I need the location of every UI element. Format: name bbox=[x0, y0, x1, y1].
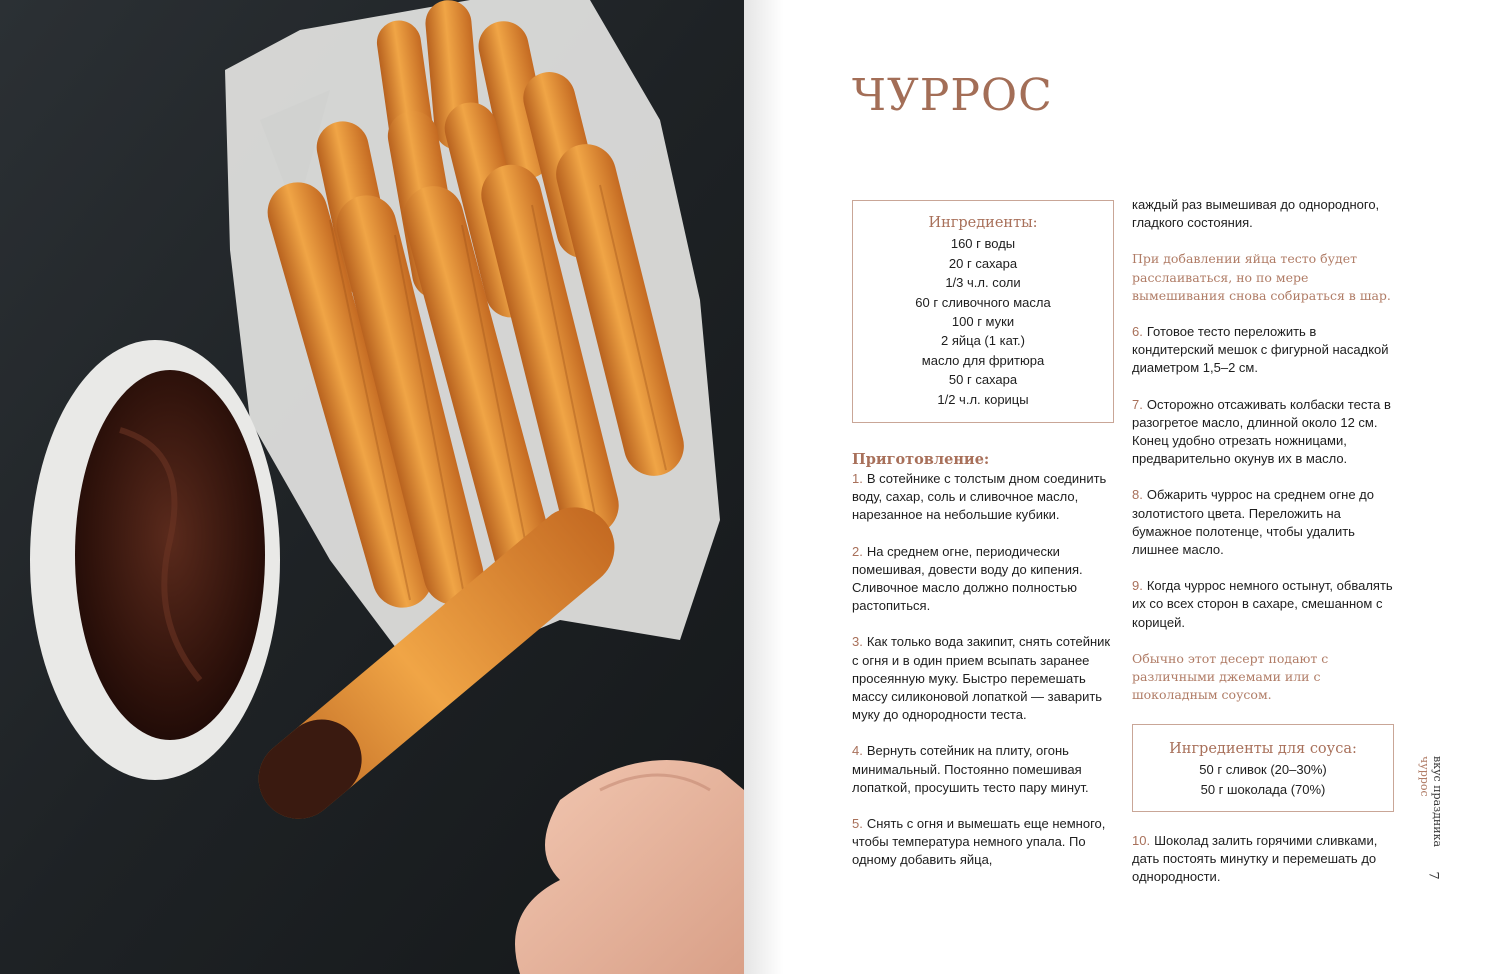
ingredient-item: 60 г сливочного масла bbox=[915, 294, 1051, 310]
step bbox=[1132, 323, 1400, 378]
preparation-title: Приготовление: bbox=[852, 451, 990, 468]
step-text: Вернуть сотейник на плиту, огонь минимальный. Постоянно помешивая лопаткой, просушить тесто пару минут. bbox=[852, 743, 1089, 795]
ingredient-item: 100 г муки bbox=[951, 314, 1015, 330]
step-number: 6. bbox=[1132, 324, 1143, 340]
sauce-ingredients-box bbox=[1132, 724, 1394, 812]
step-number: 3. bbox=[852, 634, 863, 650]
step bbox=[1132, 486, 1400, 559]
ingredient-item: 1/3 ч.л. соли bbox=[945, 275, 1021, 291]
step-text: На среднем огне, периодически помешивая, довести воду до кипения. Сливочное масло должно полностью растопиться. bbox=[852, 543, 1083, 614]
step bbox=[1132, 577, 1400, 632]
step bbox=[852, 543, 1120, 616]
step-number: 5. bbox=[852, 816, 863, 832]
step-number: 7. bbox=[1132, 396, 1143, 412]
step-text: Осторожно отсаживать колбаски теста в разогретое масло, длинной около 12 см. Конец удобно отрезать ножницами, предварительно окунув их в масло. bbox=[1132, 396, 1391, 467]
step-number: 9. bbox=[1132, 578, 1143, 594]
step bbox=[852, 742, 1120, 797]
ingredients-box bbox=[852, 200, 1114, 423]
preparation-final-step bbox=[1132, 832, 1400, 905]
sauce-title: Ингредиенты для соуса: bbox=[1169, 741, 1357, 757]
step bbox=[852, 633, 1120, 724]
ingredient-item: 2 яйца (1 кат.) bbox=[941, 333, 1025, 349]
recipe-title: ЧУРРОС bbox=[852, 70, 1053, 121]
page-gutter-shadow bbox=[744, 0, 784, 974]
sauce-item: 50 г шоколада (70%) bbox=[1200, 781, 1326, 797]
sauce-item: 50 г сливок (20–30%) bbox=[1199, 762, 1327, 778]
running-head-title: вкус праздника bbox=[1431, 756, 1444, 847]
step bbox=[1132, 832, 1400, 887]
step-text: В сотейнике с толстым дном соединить воду, сахар, соль и сливочное масло, нарезанное на небольшие кубики. bbox=[852, 471, 1107, 523]
ingredient-item: 1/2 ч.л. корицы bbox=[937, 391, 1029, 407]
ingredients-title: Ингредиенты: bbox=[928, 215, 1038, 231]
step-text: Как только вода закипит, снять сотейник с огня и в один прием всыпать заранее просеянную муку. Быстро перемешать массу силиконовой лопаткой — заварить муку до однородности теста. bbox=[852, 634, 1111, 723]
step-number: 4. bbox=[852, 743, 863, 759]
preparation-column-left bbox=[852, 450, 1120, 888]
note-serve: Обычно этот десерт подают с различными джемами или с шоколадным соусом. bbox=[1132, 650, 1329, 703]
step-text: Обжарить чуррос на среднем огне до золотистого цвета. Переложить на бумажное полотенце, чтобы удалить лишнее масло. bbox=[1132, 487, 1374, 558]
ingredient-item: 20 г сахара bbox=[948, 255, 1018, 271]
step-text: Готовое тесто переложить в кондитерский мешок с фигурной насадкой диаметром 1,5–2 см. bbox=[1132, 324, 1389, 376]
step bbox=[852, 470, 1120, 525]
step-text: Снять с огня и вымешать еще немного, чтобы температура немного упала. По одному добавить яйца, bbox=[852, 816, 1106, 868]
step-text: каждый раз вымешивая до однородного, гладкого состояния. bbox=[1132, 197, 1380, 231]
page-number: 7 bbox=[1425, 871, 1441, 880]
ingredient-item: масло для фритюра bbox=[921, 352, 1045, 368]
step bbox=[1132, 396, 1400, 469]
preparation-column-right bbox=[1132, 196, 1400, 722]
step-number: 2. bbox=[852, 543, 863, 559]
step-continuation bbox=[1132, 196, 1400, 232]
step-text: Когда чуррос немного остынут, обвалять их со всех сторон в сахаре, смешанном с корицей. bbox=[1132, 578, 1393, 630]
ingredient-item: 160 г воды bbox=[950, 236, 1016, 252]
step bbox=[852, 815, 1120, 870]
ingredient-item: 50 г сахара bbox=[948, 372, 1018, 388]
step-number: 10. bbox=[1132, 833, 1151, 848]
running-head bbox=[1418, 756, 1444, 847]
step-text: Шоколад залить горячими сливками, дать постоять минутку и перемешать до однородности. bbox=[1132, 833, 1378, 885]
step-number: 8. bbox=[1132, 487, 1143, 503]
note-egg: При добавлении яйца тесто будет расслаиваться, но по мере вымешивания снова собираться в шар. bbox=[1132, 251, 1391, 303]
running-head-section: чуррос bbox=[1418, 756, 1431, 797]
step-number: 1. bbox=[852, 471, 863, 486]
